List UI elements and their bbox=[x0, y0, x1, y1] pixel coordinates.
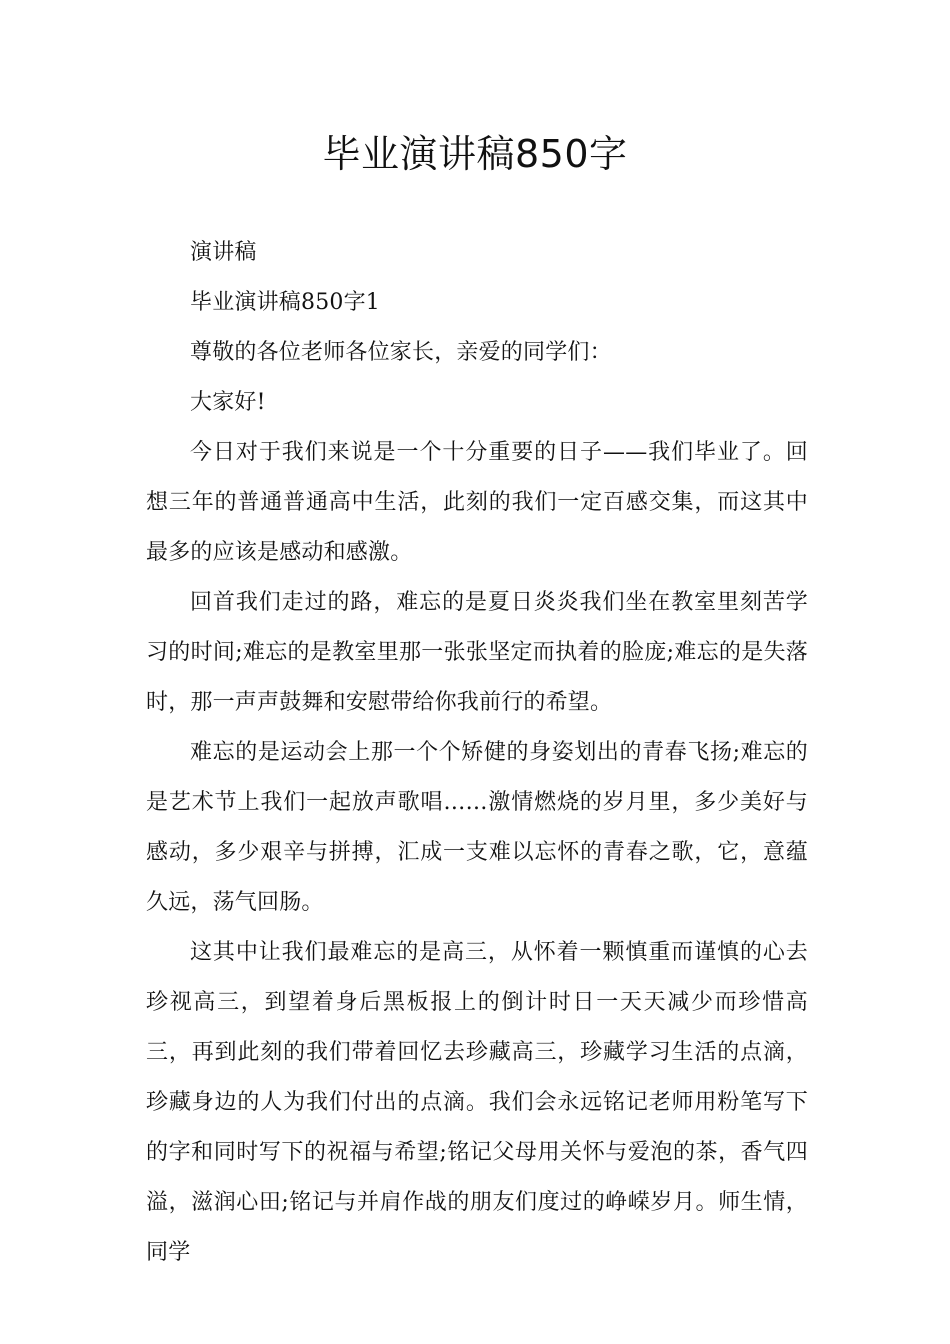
document-body bbox=[146, 228, 808, 1278]
paragraph-salutation: 尊敬的各位老师各位家长，亲爱的同学们： bbox=[190, 340, 612, 365]
paragraph-text: 回首我们走过的路，难忘的是夏日炎炎我们坐在教室里刻苦学习的时间;难忘的是教室里那一张张坚定而执着的脸庞;难忘的是失落时，那一声声鼓舞和安慰带给你我前行的希望。 bbox=[146, 590, 808, 715]
paragraph-greeting: 大家好! bbox=[190, 390, 266, 415]
paragraph-subtitle: 毕业演讲稿850字1 bbox=[190, 290, 380, 315]
document-title: 毕业演讲稿850字 bbox=[322, 132, 628, 176]
paragraph-text: 今日对于我们来说是一个十分重要的日子——我们毕业了。回想三年的普通普通高中生活，此刻的我们一定百感交集，而这其中最多的应该是感动和感激。 bbox=[146, 440, 808, 565]
paragraph-category: 演讲稿 bbox=[190, 240, 257, 265]
paragraph-text: 这其中让我们最难忘的是高三，从怀着一颗慎重而谨慎的心去珍视高三，到望着身后黑板报上的倒计时日一天天减少而珍惜高三，再到此刻的我们带着回忆去珍藏高三，珍藏学习生活的点滴，珍藏身边的人为我们付出的点滴。我们会永远铭记老师用粉笔写下的字和同时写下的祝福与希望;铭记父母用关怀与爱泡的茶，香气四溢，滋润心田;铭记与并肩作战的朋友们度过的峥嵘岁月。师生情，同学 bbox=[146, 940, 808, 1265]
paragraph-text: 难忘的是运动会上那一个个矫健的身姿划出的青春飞扬;难忘的是艺术节上我们一起放声歌唱……激情燃烧的岁月里，多少美好与感动，多少艰辛与拼搏，汇成一支难以忘怀的青春之歌，它，意蕴久远，荡气回肠。 bbox=[146, 740, 808, 915]
